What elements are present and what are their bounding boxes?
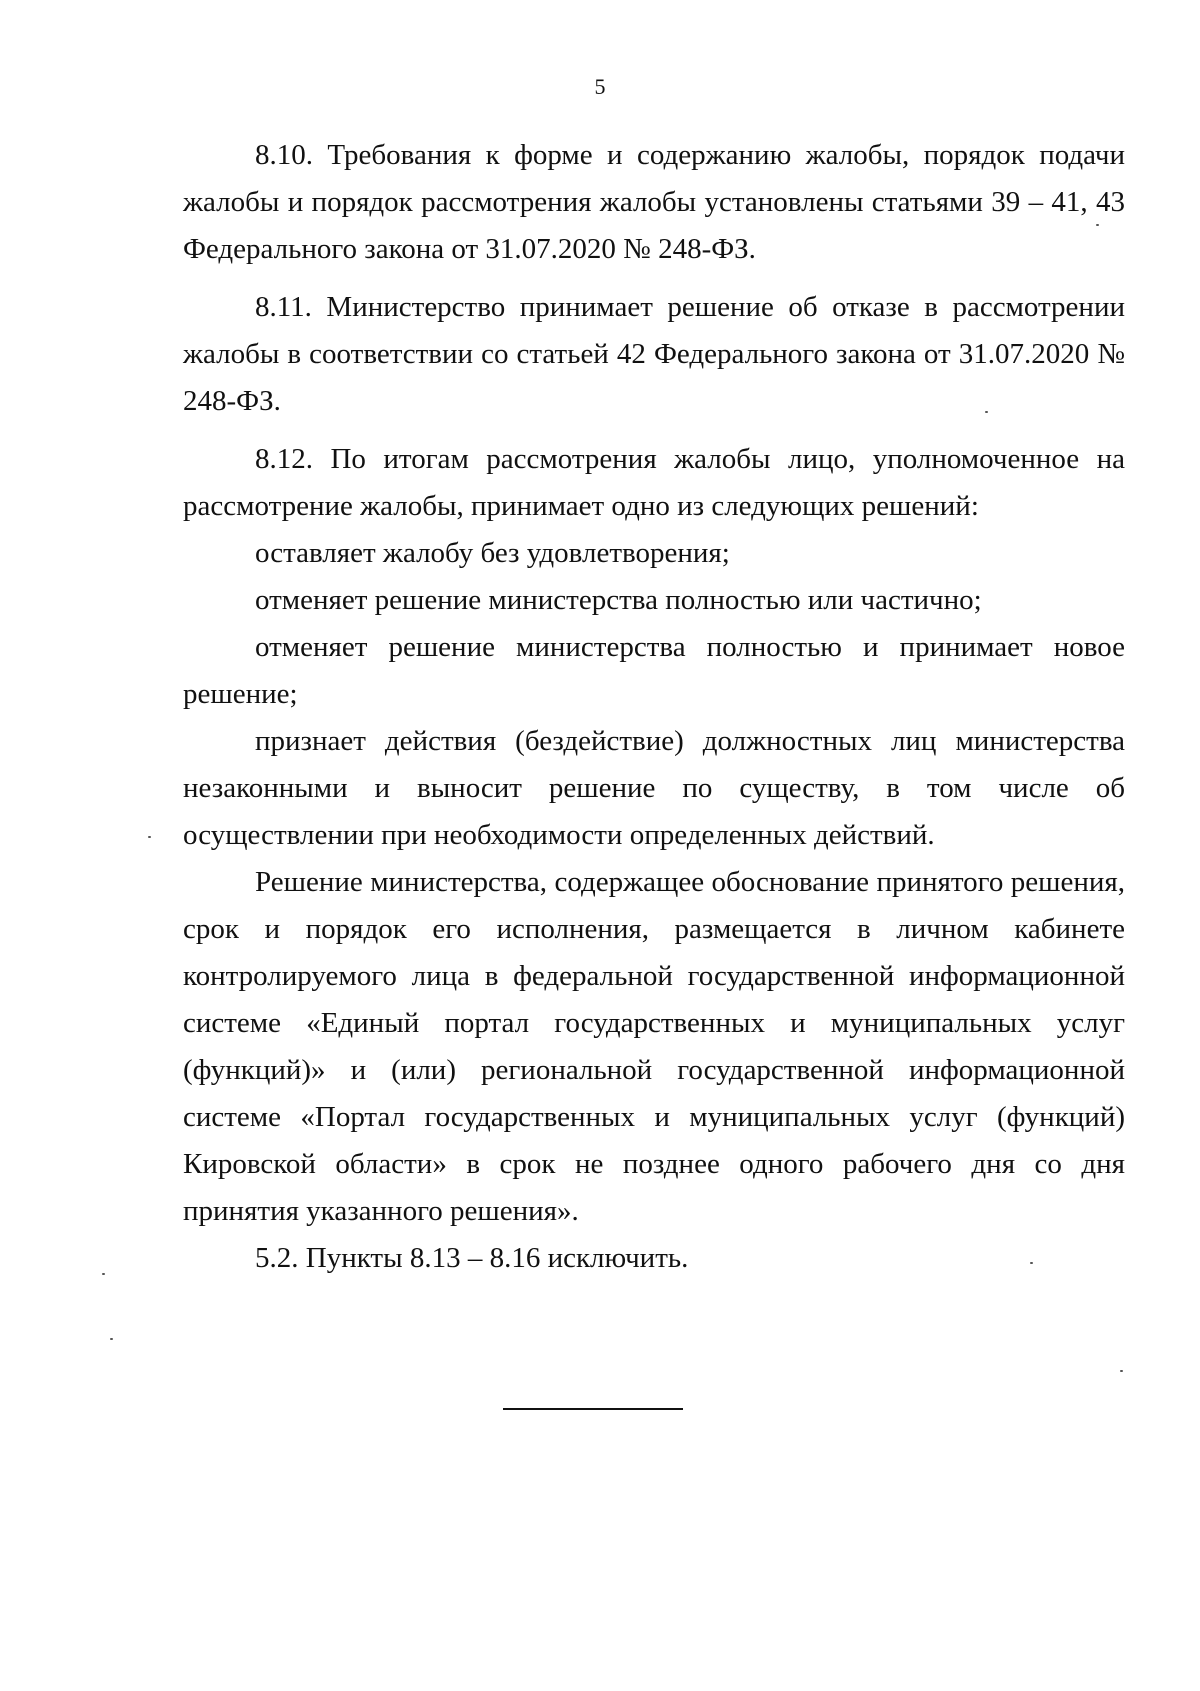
end-divider [503, 1408, 683, 1410]
paragraph-5-2: 5.2. Пункты 8.13 – 8.16 исключить. [255, 1242, 689, 1274]
decision-option-4: признает действия (бездействие) должностных лиц министерства незаконными и выносит решение по существу, в том числе об осуществлении при необходимости определенных действий. [183, 725, 1125, 851]
decision-option-3: отменяет решение министерства полностью и принимает новое решение; [183, 631, 1125, 710]
scan-speck [110, 1338, 113, 1340]
scan-speck [102, 1273, 105, 1275]
scan-speck [985, 411, 988, 413]
paragraph-decision-publication: Решение министерства, содержащее обоснование принятого решения, срок и порядок его исполнения, размещается в личном кабинете контролируемого лица в федеральной государственной информационной системе «Единый портал государственных и муниципальных услуг (функций)» и (или) региональной государственной информационной системе «Портал государственных и муниципальных услуг (функций) Кировской области» в срок не позднее одного рабочего дня со дня принятия указанного решения». [183, 866, 1125, 1227]
paragraph-8-10: 8.10. Требования к форме и содержанию жалобы, порядок подачи жалобы и порядок рассмотрения жалобы установлены статьями 39 – 41, 43 Федерального закона от 31.07.2020 № 248-ФЗ. [183, 139, 1125, 265]
scan-speck [1120, 1370, 1123, 1372]
decision-option-1: оставляет жалобу без удовлетворения; [255, 537, 730, 569]
page-number: 5 [594, 74, 606, 99]
scan-speck [148, 836, 151, 838]
scan-speck [1096, 224, 1099, 226]
decision-option-2: отменяет решение министерства полностью или частично; [255, 584, 982, 616]
paragraph-8-11: 8.11. Министерство принимает решение об отказе в рассмотрении жалобы в соответствии со статьей 42 Федерального закона от 31.07.2020 № 248-ФЗ. [183, 291, 1125, 417]
paragraph-8-12: 8.12. По итогам рассмотрения жалобы лицо, уполномоченное на рассмотрение жалобы, принимает одно из следующих решений: [183, 443, 1125, 522]
scan-speck [1030, 1262, 1033, 1264]
document-body [183, 132, 1125, 1282]
